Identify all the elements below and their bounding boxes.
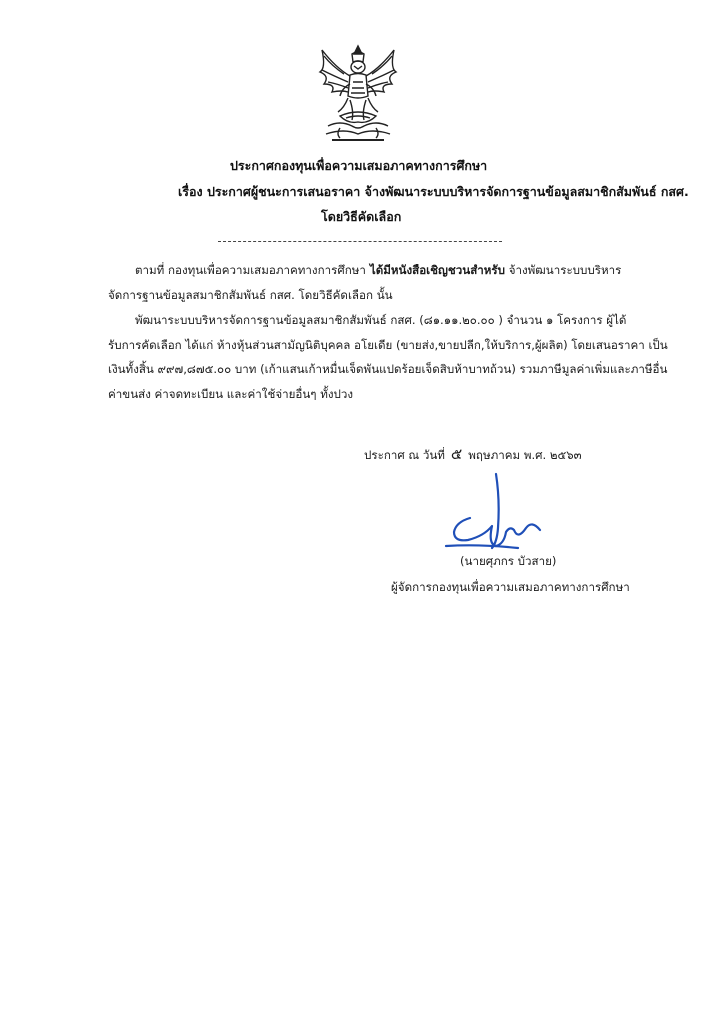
handwritten-signature — [440, 470, 555, 562]
paragraph-award-line-2: รับการคัดเลือก ได้แก่ ห้างหุ้นส่วนสามัญนิติบุคคล อโยเดีย (ขายส่ง,ขายปลีก,ให้บริการ,ผู้ผลิต) โดยเสนอราคา เป็น — [108, 337, 668, 352]
intro-bold-text: ได้มีหนังสือเชิญชวนสำหรับ — [365, 263, 506, 277]
garuda-emblem-icon — [310, 42, 406, 146]
paragraph-intro — [108, 258, 653, 307]
signer-position: ผู้จัดการกองทุนเพื่อความเสมอภาคทางการศึกษา — [391, 580, 630, 594]
title-divider — [218, 241, 502, 242]
paragraph-intro-line-1 — [108, 258, 653, 283]
award-line-1-text: พัฒนาระบบบริหารจัดการฐานข้อมูลสมาชิกสัมพันธ์ กสศ. (๘๑.๑๑.๒๐.๐๐ ) จำนวน ๑ โครงการ ผู้ได้ — [135, 313, 627, 327]
signer-name: (นายศุภกร บัวสาย) — [460, 554, 557, 568]
paragraph-award-line-3: เงินทั้งสิ้น ๙๙๗,๘๗๕.๐๐ บาท (เก้าแสนเก้าหมื่นเจ็ดพันแปดร้อยเจ็ดสิบห้าบาทถ้วน) รวมภาษีมูลค่าเพิ่มและภาษีอื่น — [108, 362, 668, 376]
selection-method: โดยวิธีคัดเลือก — [321, 209, 402, 224]
date-month-year: พฤษภาคม พ.ศ. ๒๕๖๓ — [468, 448, 582, 462]
intro-tail-text: จ้างพัฒนาระบบบริหาร — [505, 263, 622, 277]
paragraph-award-line-4: ค่าขนส่ง ค่าจดทะเบียน และค่าใช้จ่ายอื่นๆ ทั้งปวง — [108, 386, 354, 401]
date-day-handwritten: ๕ — [450, 445, 463, 463]
paragraph-award — [108, 308, 668, 406]
paragraph-award-line-1 — [108, 308, 653, 333]
announcement-title: ประกาศกองทุนเพื่อความเสมอภาคทางการศึกษา — [230, 158, 488, 173]
intro-lead-text: ตามที่ กองทุนเพื่อความเสมอภาคทางการศึกษา — [135, 263, 366, 277]
date-prefix: ประกาศ ณ วันที่ — [364, 448, 445, 462]
announcement-date — [364, 442, 582, 466]
paragraph-intro-line-2: จัดการฐานข้อมูลสมาชิกสัมพันธ์ กสศ. โดยวิธีคัดเลือก นั้น — [108, 287, 393, 302]
announcement-subject: เรื่อง ประกาศผู้ชนะการเสนอราคา จ้างพัฒนาระบบบริหารจัดการฐานข้อมูลสมาชิกสัมพันธ์ กสศ. — [178, 184, 689, 199]
